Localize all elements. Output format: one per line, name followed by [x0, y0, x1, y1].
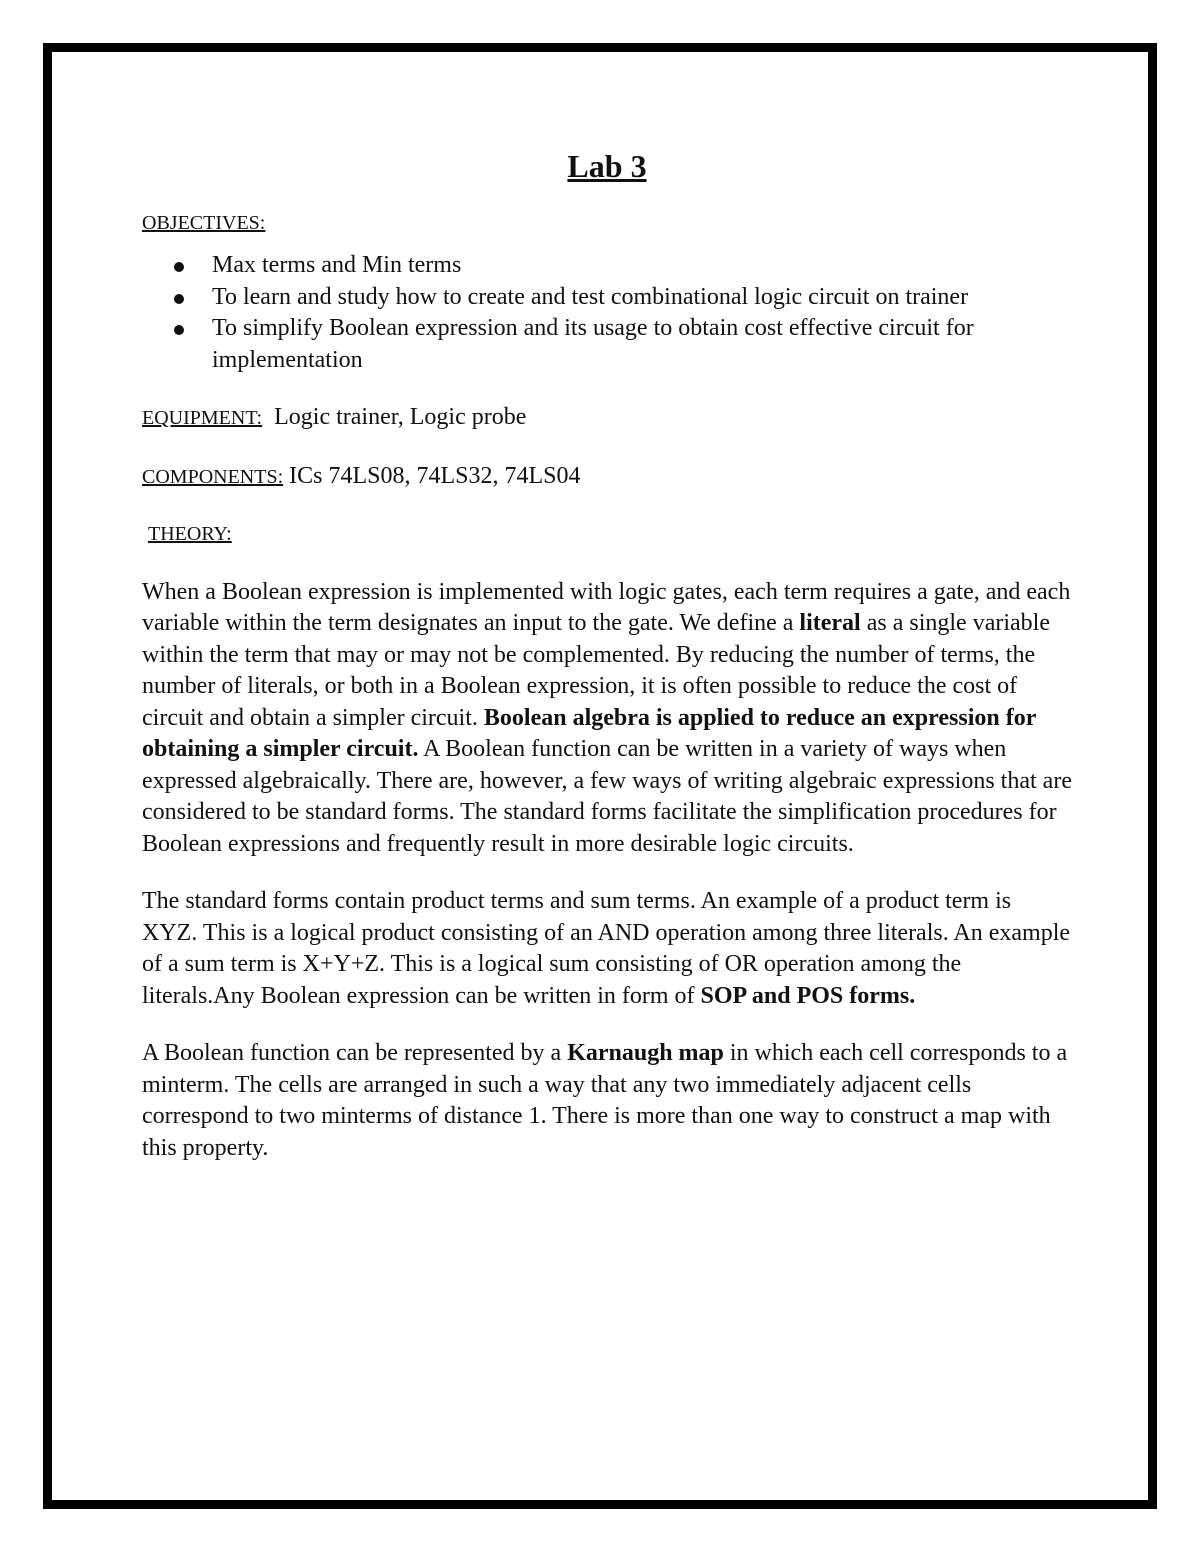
document-body — [142, 140, 1072, 1164]
bullet-icon — [174, 262, 184, 272]
bold-statement: Boolean algebra is applied to reduce an expression for obtaining a simpler circuit. — [142, 704, 1036, 762]
equipment-value: Logic trainer, Logic probe — [274, 404, 527, 430]
paragraph-text: A Boolean function can be represented by a — [142, 1040, 568, 1066]
bullet-icon — [174, 325, 184, 335]
paragraph-text: A Boolean function can be written in a variety of ways when expressed algebraically. There are, however, a few ways of writing algebraic expressions that are considered to be standard forms. The standard forms facilitate the simplification procedures for Boolean expressions and frequently result in more desirable logic circuits. — [142, 736, 1072, 857]
paragraph-text: The standard forms contain product terms and sum terms. An example of a product term is XYZ. This is a logical product consisting of an AND operation among three literals. An example of a sum term is X+Y+Z. This is a logical sum consisting of OR operation among the literals.Any Boolean expression can be written in form of — [142, 888, 1071, 1009]
paragraph-text: in which each cell corresponds to a minterm. The cells are arranged in such a way that any two immediately adjacent cells correspond to two minterms of distance 1. There is more than one way to construct a map with this property. — [142, 1040, 1068, 1161]
objectives-heading: OBJECTIVES: — [142, 212, 266, 234]
equipment-line — [142, 402, 1072, 435]
list-item — [142, 282, 1072, 314]
objective-text: To simplify Boolean expression and its usage to obtain cost effective circuit for implementation — [212, 315, 974, 373]
theory-heading: THEORY: — [148, 523, 232, 545]
paragraph-text: as a single variable within the term that may or may not be complemented. By reducing the number of terms, the number of literals, or both in a Boolean expression, it is often possible to reduce the cost of circuit and obtain a simpler circuit. — [142, 610, 1050, 731]
bold-term-karnaugh: Karnaugh map — [567, 1040, 724, 1066]
objectives-list — [142, 250, 1072, 376]
equipment-heading: EQUIPMENT: — [142, 407, 263, 429]
components-line — [142, 461, 1072, 494]
components-heading: COMPONENTS: — [142, 465, 284, 488]
objective-text: Max terms and Min terms — [212, 252, 462, 278]
objective-text: To learn and study how to create and test combinational logic circuit on trainer — [212, 283, 969, 310]
bullet-icon — [174, 294, 184, 304]
list-item — [142, 313, 1072, 376]
paragraph-text: When a Boolean expression is implemented with logic gates, each term requires a gate, and each variable within the term designates an input to the gate. We define a — [142, 578, 1071, 636]
theory-paragraph-2 — [142, 886, 1072, 1012]
theory-paragraph-3 — [142, 1038, 1072, 1164]
bold-term-sop-pos: SOP and POS forms. — [700, 982, 916, 1009]
list-item — [142, 250, 1072, 282]
components-value: ICs 74LS08, 74LS32, 74LS04 — [289, 462, 581, 489]
theory-paragraph-1 — [142, 577, 1072, 861]
bold-term-literal: literal — [799, 610, 861, 636]
page-title: Lab 3 — [567, 148, 647, 184]
